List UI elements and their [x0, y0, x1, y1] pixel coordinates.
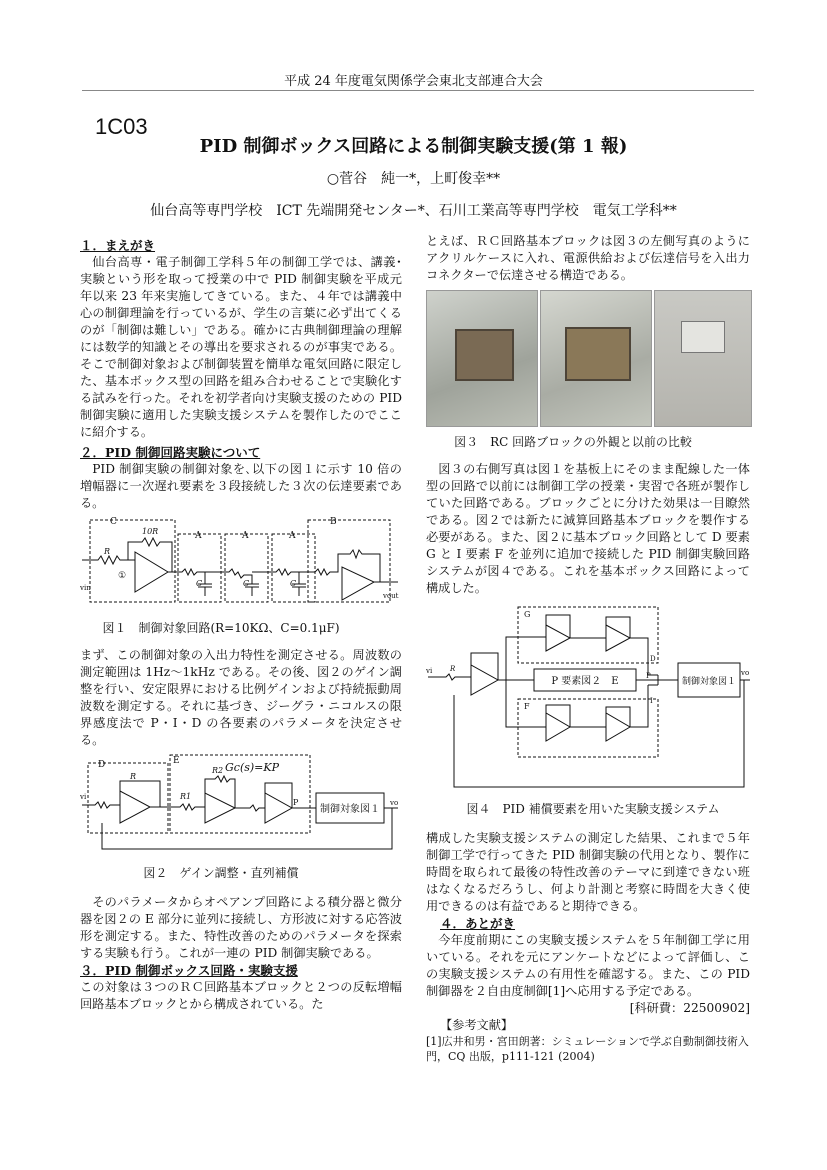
label-a2: A: [242, 531, 249, 541]
figure-3-caption: 図３ RC 回路ブロックの外観と以前の比較: [454, 435, 692, 449]
d-element-wires: [526, 615, 648, 675]
block-a3-outline: [272, 534, 315, 602]
label-cap-1: C: [196, 579, 203, 588]
figure-1-caption: 図１ 制御対象回路(R=10KΩ、C=0.1μF): [102, 621, 340, 635]
label-r-in: R: [450, 665, 456, 673]
feedback-path: [454, 680, 750, 787]
photo-rc-block-acrylic: [426, 290, 538, 427]
plant-box-label: 制御対象図１: [681, 677, 737, 687]
block-a2-outline: [225, 534, 268, 602]
label-cap-3: C: [290, 579, 297, 588]
pid-paragraph-1: PID 制御実験の制御対象を､以下の図１に示す 10 倍の増幅器に一次遅れ要素を３段接続した３次の伝達要素である。: [80, 462, 402, 510]
label-p: P: [293, 798, 299, 807]
opamp-inverter: [265, 793, 292, 823]
author-list: ○菅谷 純一*，上町俊幸**: [326, 171, 501, 187]
inverter-input-resistor: [235, 805, 265, 811]
rc-stage-3: [252, 569, 306, 596]
pid-paragraph-3: そのパラメータからオペアンプ回路による積分器と微分器を図２の E 部分に並列に接続し、方形波に対する応答波形を測定する。また、特性改善のためのパラメータを探索する実験も行う。これが一連の PID 制御実験である。: [80, 895, 402, 960]
conference-name: 平成 24 年度電気関係学会東北支部連合大会: [284, 74, 543, 89]
block-d-outline: [88, 763, 168, 833]
conclusion-paragraph: [426, 932, 750, 1015]
label-vi: vi: [80, 793, 87, 801]
header-rule: [82, 90, 754, 91]
gain-input-resistor: [150, 804, 205, 810]
label-10r: 10R: [142, 527, 159, 536]
branch-wires: [498, 637, 526, 727]
photo-board: [455, 329, 514, 381]
box-paragraph-3: 図３の右側写真は図１を基板上にそのまま配線した一体型の回路で以前には制御工学の授業・実習で各班が製作していた回路である。ブロックごとに分けた効果は一目瞭然である。図２では新たに減算回路基本ブロックを製作する必要がある。また、図２に基本ブロック回路として D 要素 G と I 要素 F を並列に追加で接続した PID 制御実験回路システムが図４である。これを基本ボックス回路によって構成した。: [426, 462, 750, 595]
label-r1: R1: [180, 792, 192, 801]
pid-paragraph-2: まず、この制御対象の入出力特性を測定させる。周波数の測定範囲は 1Hz～1kHz である。その後、図２のゲイン調整を行い、安定限界における比例ゲインおよび持続振動周波数を測定する。それに基づき、ジーグラ・ニコルスの限界感度法で P・I・D の各要素のパラメータを決定させる。: [80, 648, 402, 747]
label-f: F: [524, 702, 530, 711]
box-paragraph-1: この対象は３つのＲＣ回路基本ブロックと２つの反転増幅回路基本ブロックとから構成されている。た: [80, 980, 402, 1011]
intro-paragraph: 仙台高専・電子制御工学科５年の制御工学では、講義･実験という形を取って授業の中で PID 制御実験を平成元年以来 23 年来実施してきている。また、４年では講義中心の制御理論を行っているが、学生の言葉に必ず出てくるのが「制御は難しい」である。確かに古典制御理論の理解には数学的知識とその導出を要求されるのが事実である。そこで制御対象および制御装置を簡単な電気回路に限定した、基本ボックス型の回路を組み合わせることで実験化する試みを行った。それを初学者向け実験支援のための PID 制御実験に適用した実験支援システムを製作したのでここに紹介する。: [80, 255, 402, 439]
node-1: ①: [118, 571, 127, 581]
opamp-i1: [546, 713, 570, 741]
block-a1-outline: [178, 534, 221, 602]
label-a3: A: [289, 531, 296, 541]
label-r-sub: R: [130, 772, 137, 781]
subtractor-feedback: [471, 653, 498, 680]
opamp-subtractor: [471, 665, 498, 695]
label-b: B: [330, 517, 337, 527]
opamp-d1: [546, 625, 570, 651]
label-d: D: [650, 655, 656, 663]
label-e: E: [173, 756, 180, 766]
opamp-b: [342, 567, 374, 600]
paper-code: 1C03: [95, 114, 148, 139]
figure-2-caption: 図２ ゲイン調整・直列補償: [143, 866, 299, 880]
label-vin: vin: [80, 584, 91, 592]
label-r-in: R: [104, 547, 111, 556]
label-r2: R2: [212, 766, 224, 775]
block-g-outline: [518, 607, 658, 663]
label-vo: vo: [741, 669, 750, 677]
block-b-outline: [308, 520, 390, 602]
label-vout: vout: [383, 592, 399, 600]
input-resistor: [428, 674, 471, 680]
affiliation: 仙台高等専門学校 ICT 先端開発センター*、石川工業高等専門学校 電気工学科**: [150, 203, 677, 219]
label-c: C: [110, 517, 117, 527]
figure-3-photos: [426, 290, 750, 430]
reference-item: [1]広井和男・宮田朗著：シミュレーションで学ぶ自動制御技術入門，CQ 出版，p111-121 (2004): [426, 1035, 749, 1063]
opamp-c: [135, 552, 168, 592]
opamp-subtractor: [120, 791, 150, 823]
figure-1-circuit: [80, 512, 402, 616]
references-heading: 【参考文献】: [440, 1018, 514, 1032]
right-column: [426, 233, 750, 1064]
inverting-stage-b: [299, 550, 380, 582]
paper-title: PID 制御ボックス回路による制御実験支援(第 1 報): [199, 136, 628, 157]
formula-gc: Gc(s)=KP: [225, 761, 280, 774]
grant-number: [科研費：22500902]: [629, 1001, 750, 1015]
block-c-outline: [90, 520, 175, 602]
label-cap-2: C: [243, 579, 250, 588]
opamp-i2: [606, 713, 630, 741]
input-resistor: [82, 556, 128, 564]
label-g: G: [524, 610, 531, 619]
section-heading-conclusion: ４．あとがき: [440, 916, 516, 931]
label-a1: A: [195, 531, 202, 541]
box-paragraph-2: とえば、ＲＣ回路基本ブロックは図３の左側写真のようにアクリルケースに入れ、電源供給および伝達信号を入出力コネクターで伝達させる構造である。: [426, 234, 750, 282]
photo-old-circuit: [654, 290, 752, 427]
box-paragraph-4: 構成した実験支援システムの測定した結果、これまで５年制御工学で行ってきた PID 制御実験の代用となり、製作に時間を取られて最後の特性改善のテーマに到達できない班はなくなるだろうし、何より計測と考察に時間を大きく使用できるのは有益であると期待できる。: [426, 831, 750, 913]
section-heading-box-circuit: ３．PID 制御ボックス回路・実験支援: [80, 963, 298, 978]
block-f-outline: [518, 699, 658, 757]
left-column: [80, 237, 402, 1013]
gain-feedback-resistor: [205, 776, 235, 808]
figure-4-caption: 図４ PID 補償要素を用いた実験支援システム: [466, 802, 720, 816]
photo-old-board: [681, 321, 725, 353]
opamp-d2: [606, 625, 630, 651]
label-i: I: [650, 697, 653, 705]
conclusion-text: 今年度前期にこの実験支援システムを５年制御工学に用いている。それを元にアンケートなどによって評価し、この実験支援システムの有用性を確認する。また、この PID 制御器を２自由度制御[1]へ応用する予定である。: [426, 933, 750, 998]
figure-2-circuit: [80, 753, 402, 863]
label-p: P: [646, 672, 651, 680]
photo-board-2: [565, 327, 631, 381]
photo-rc-block-open: [540, 290, 652, 427]
plant-box-label: 制御対象図１: [320, 804, 380, 815]
p-element-label: P 要素図２ E: [551, 676, 619, 687]
rc-stage-2: [205, 569, 259, 596]
label-vo: vo: [390, 799, 399, 807]
section-heading-pid-experiment: ２．PID 制御回路実験について: [80, 445, 261, 460]
section-heading-intro: １．まえがき: [80, 238, 156, 253]
figure-4-system: [426, 603, 750, 799]
label-d: D: [98, 760, 106, 770]
label-vi: vi: [426, 667, 433, 675]
opamp-gain: [205, 793, 235, 823]
